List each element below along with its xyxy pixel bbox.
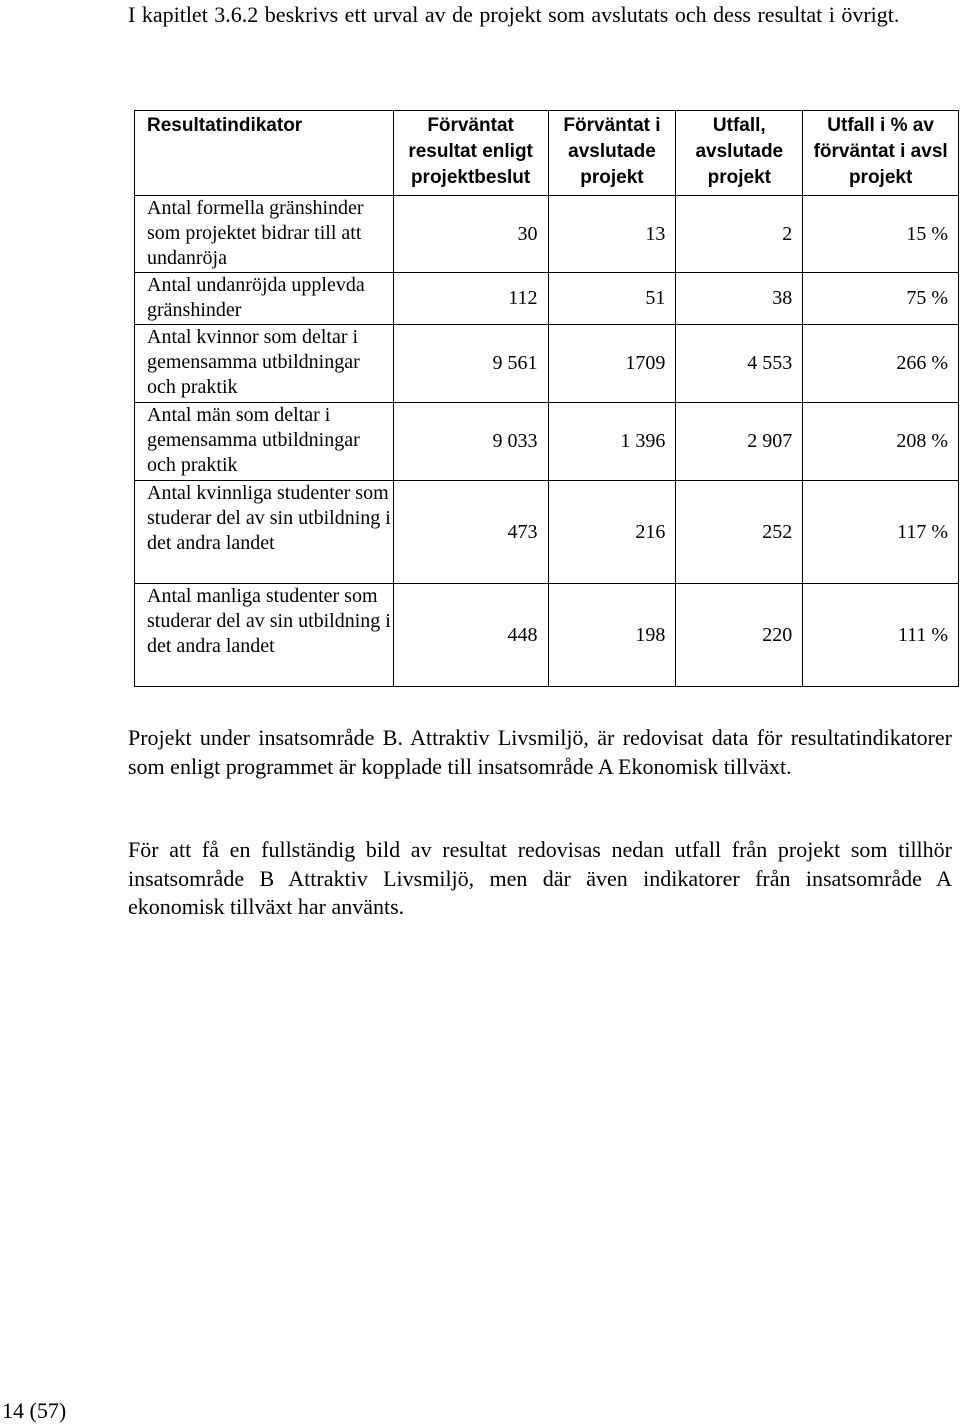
expected-cell: 9 033	[393, 403, 548, 481]
outcome-pct-cell: 111 %	[803, 584, 959, 687]
table-row	[135, 481, 959, 584]
outcome-pct-cell: 15 %	[803, 196, 959, 273]
indicator-cell: Antal formella gränshinder som projektet bidrar till att undanröja	[135, 196, 394, 273]
header-indicator: Resultatindikator	[135, 111, 394, 196]
header-outcome: Utfall, avslutade projekt	[676, 111, 803, 196]
table-row	[135, 273, 959, 325]
outcome-pct-cell: 117 %	[803, 481, 959, 584]
table-row	[135, 196, 959, 273]
expected-closed-cell: 1 396	[548, 403, 676, 481]
expected-cell: 473	[393, 481, 548, 584]
table-row	[135, 584, 959, 687]
intro-paragraph: I kapitlet 3.6.2 beskrivs ett urval av de projekt som avslutats och dess resultat i övrigt.	[128, 2, 900, 27]
outcome-pct-cell: 208 %	[803, 403, 959, 481]
expected-closed-cell: 13	[548, 196, 676, 273]
expected-closed-cell: 216	[548, 481, 676, 584]
expected-cell: 9 561	[393, 325, 548, 403]
header-outcome-pct: Utfall i % av förväntat i avsl projekt	[803, 111, 959, 196]
outcome-cell: 2	[676, 196, 803, 273]
page-number: 14 (57)	[2, 1398, 67, 1423]
table-header-row	[135, 111, 959, 196]
table-row	[135, 325, 959, 403]
indicator-cell: Antal män som deltar i gemensamma utbildningar och praktik	[135, 403, 394, 481]
table-row	[135, 403, 959, 481]
indicator-cell: Antal kvinnor som deltar i gemensamma utbildningar och praktik	[135, 325, 394, 403]
expected-closed-cell: 198	[548, 584, 676, 687]
expected-closed-cell: 1709	[548, 325, 676, 403]
indicator-cell: Antal kvinnliga studenter som studerar del av sin utbildning i det andra landet	[135, 481, 394, 584]
paragraph-fullstandig-bild: För att få en fullständig bild av resultat redovisas nedan utfall från projekt som tillhör insatsområde B Attraktiv Livsmiljö, men där även indikatorer från insatsområde A ekonomisk tillväxt har använts.	[128, 837, 952, 919]
indicator-cell: Antal undanröjda upplevda gränshinder	[135, 273, 394, 325]
expected-cell: 112	[393, 273, 548, 325]
header-expected: Förväntat resultat enligt projektbeslut	[393, 111, 548, 196]
outcome-cell: 38	[676, 273, 803, 325]
outcome-cell: 2 907	[676, 403, 803, 481]
results-table	[134, 110, 959, 687]
outcome-cell: 252	[676, 481, 803, 584]
indicator-cell: Antal manliga studenter som studerar del av sin utbildning i det andra landet	[135, 584, 394, 687]
header-expected-closed: Förväntat i avslutade projekt	[548, 111, 676, 196]
expected-cell: 448	[393, 584, 548, 687]
outcome-cell: 4 553	[676, 325, 803, 403]
expected-closed-cell: 51	[548, 273, 676, 325]
outcome-pct-cell: 266 %	[803, 325, 959, 403]
paragraph-insatsomrade-b: Projekt under insatsområde B. Attraktiv Livsmiljö, är redovisat data för resultatindikatorer som enligt programmet är kopplade till insatsområde A Ekonomisk tillväxt.	[128, 725, 952, 779]
outcome-pct-cell: 75 %	[803, 273, 959, 325]
outcome-cell: 220	[676, 584, 803, 687]
expected-cell: 30	[393, 196, 548, 273]
